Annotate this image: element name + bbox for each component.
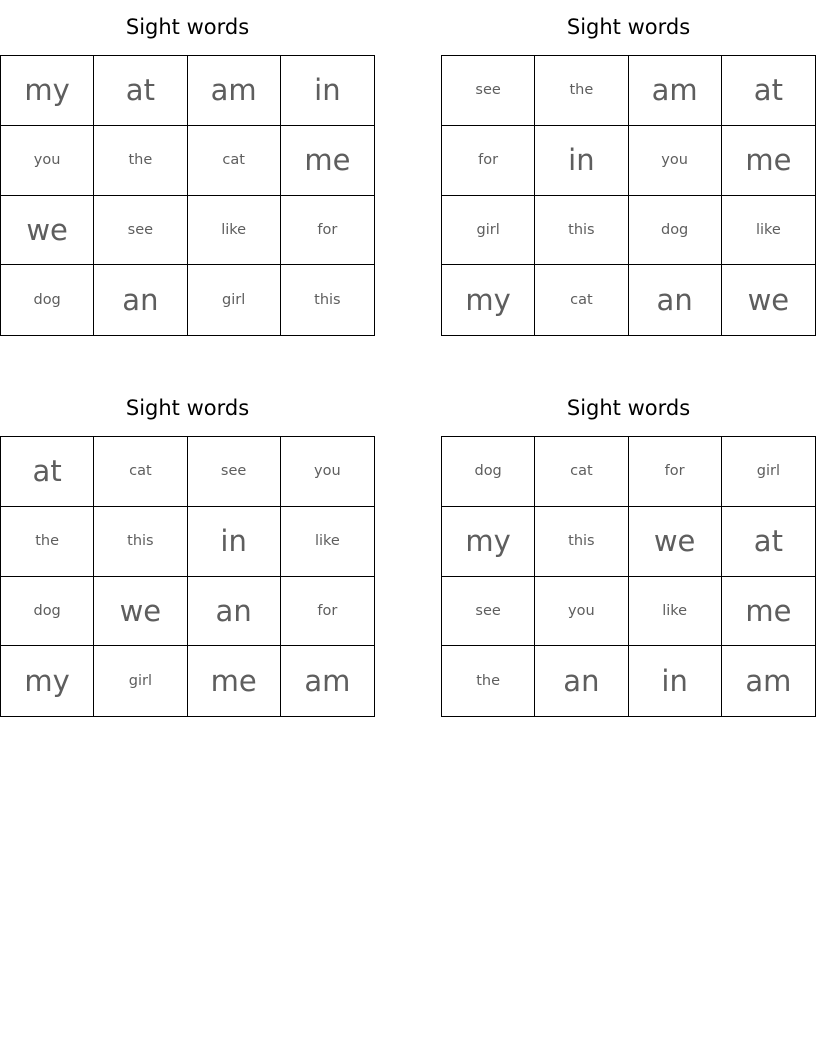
card-title: Sight words: [566, 396, 691, 420]
word-cell: like: [281, 507, 374, 577]
word-cell: cat: [94, 437, 187, 507]
word-cell: an: [188, 577, 281, 647]
word-grid: [0, 436, 375, 717]
word-cell: you: [535, 577, 628, 647]
word-cell: in: [281, 56, 374, 126]
word-cell: you: [1, 126, 94, 196]
word-cell: this: [535, 507, 628, 577]
word-cell: dog: [1, 577, 94, 647]
word-cell: the: [94, 126, 187, 196]
word-cell: an: [535, 646, 628, 716]
word-cell: me: [281, 126, 374, 196]
word-cell: see: [442, 577, 535, 647]
word-cell: am: [629, 56, 722, 126]
word-cell: at: [722, 507, 815, 577]
word-cell: see: [188, 437, 281, 507]
word-cell: this: [535, 196, 628, 266]
word-cell: my: [1, 646, 94, 716]
word-cell: girl: [722, 437, 815, 507]
word-grid: [0, 55, 375, 336]
word-cell: in: [188, 507, 281, 577]
word-cell: the: [535, 56, 628, 126]
word-cell: at: [722, 56, 815, 126]
word-cell: this: [94, 507, 187, 577]
word-cell: me: [722, 577, 815, 647]
word-cell: dog: [1, 265, 94, 335]
word-cell: like: [188, 196, 281, 266]
word-cell: am: [745, 664, 792, 699]
word-cell: girl: [442, 196, 535, 266]
word-cell: we: [1, 196, 94, 266]
card-title: Sight words: [125, 15, 250, 39]
word-cell: for: [281, 196, 374, 266]
word-cell: cat: [535, 437, 628, 507]
word-cell: dog: [442, 437, 535, 507]
word-cell: cat: [535, 265, 628, 335]
word-cell: see: [94, 196, 187, 266]
word-cell: for: [442, 126, 535, 196]
word-cell: in: [629, 646, 722, 716]
word-cell: in: [535, 126, 628, 196]
word-cell: for: [629, 437, 722, 507]
word-cell: see: [442, 56, 535, 126]
word-cell: we: [629, 507, 722, 577]
word-cell: cat: [188, 126, 281, 196]
card-title: Sight words: [125, 396, 250, 420]
word-cell: for: [281, 577, 374, 647]
word-cell: like: [722, 196, 815, 266]
word-cell: the: [1, 507, 94, 577]
word-cell: dog: [629, 196, 722, 266]
card-title: Sight words: [566, 15, 691, 39]
word-cell: like: [629, 577, 722, 647]
word-cell: me: [188, 646, 281, 716]
word-cell: girl: [188, 265, 281, 335]
word-cell: girl: [94, 646, 187, 716]
word-cell: at: [1, 437, 94, 507]
word-cell: the: [442, 646, 535, 716]
word-cell: my: [1, 56, 94, 126]
word-cell: you: [281, 437, 374, 507]
word-grid: [441, 55, 816, 336]
word-cell: am: [304, 664, 351, 699]
word-cell: my: [442, 507, 535, 577]
word-cell: this: [314, 292, 341, 309]
word-cell: we: [94, 577, 187, 647]
word-cell: we: [747, 283, 790, 318]
word-cell: an: [629, 265, 722, 335]
word-cell: an: [94, 265, 187, 335]
word-cell: at: [94, 56, 187, 126]
word-cell: me: [722, 126, 815, 196]
word-cell: am: [188, 56, 281, 126]
word-grid: [441, 436, 816, 717]
word-cell: you: [629, 126, 722, 196]
word-cell: my: [442, 265, 535, 335]
